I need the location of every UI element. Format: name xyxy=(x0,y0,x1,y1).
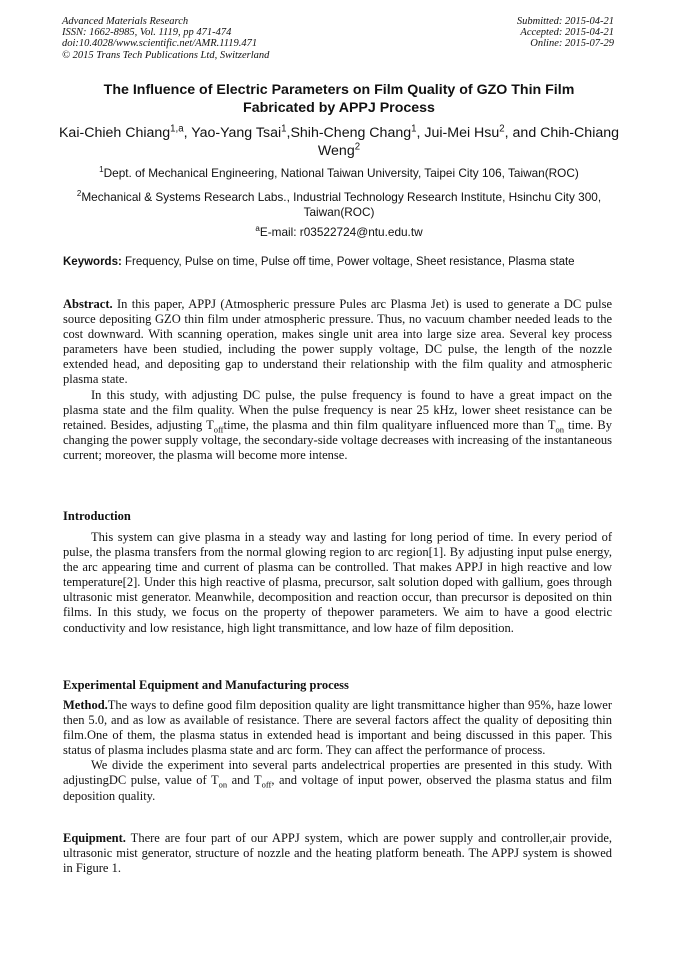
method-paragraph-1 xyxy=(63,698,612,758)
method-section xyxy=(63,698,612,804)
equipment-label: Equipment. xyxy=(63,831,126,845)
abstract-paragraph-1 xyxy=(63,297,612,388)
introduction xyxy=(63,530,612,636)
title-line-2: Fabricated by APPJ Process xyxy=(243,100,435,116)
introduction-heading: Introduction xyxy=(63,509,131,523)
abstract-text-1: In this paper, APPJ (Atmospheric pressure Pules arc Plasma Jet) is used to generate a DC pulse source depositing GZO thin film under atmospheric pressure. Thus, no vacuum chamber needed leads to the cost downward. With scanning operation, makes single unit area into large size area. Several key process parameters have been studied, including the power supply voltage, DC pulse, the length of the nozzle extended head, and depositing gap to understand their relationship with the film quality and atmospheric plasma state. xyxy=(63,297,612,387)
author-3: ,Shih-Cheng Chang xyxy=(286,125,412,141)
abstract-paragraph-2 xyxy=(63,388,612,463)
author-5: , and Chih-Chiang Weng xyxy=(317,125,620,159)
method-text: The ways to define good film deposition quality are light transmittance higher than 95%, haze lower then 5.0, and as low as available of resistance. There are several factors affect the quality of depositing thin film.One of them, the plasma status in extended head is important and being discussed in this paper. This status of plasma includes plasma state and arc form. They can affect the performance of process. xyxy=(63,698,612,758)
keywords-text: Frequency, Pulse on time, Pulse off time, Power voltage, Sheet resistance, Plasma state xyxy=(121,256,575,268)
author-4: , Jui-Mei Hsu xyxy=(416,125,500,141)
equipment-paragraph xyxy=(63,831,612,876)
ton-subscript-2: on xyxy=(218,779,228,790)
keywords-label: Keywords: xyxy=(63,256,122,268)
affiliation-1-mark: 1 xyxy=(99,165,104,175)
affiliation-1 xyxy=(40,166,638,181)
author-2-affil: 1 xyxy=(281,123,287,135)
paper-title xyxy=(40,81,638,117)
issn: ISSN: 1662-8985, Vol. 1119, pp 471-474 xyxy=(62,27,232,39)
abstract-text-2a: In this study, with adjusting DC pulse, the pulse frequency is found to have a great impact on the plasma state and the film quality. When the pulse frequency is near 25 kHz, lower sheet resistance can be retained. Besides, adjusting T xyxy=(63,387,612,432)
author-4-affil: 2 xyxy=(499,123,505,135)
email-mark: a xyxy=(255,224,260,234)
author-1-affil: 1,a xyxy=(170,123,184,135)
accepted-date: Accepted: 2015-04-21 xyxy=(520,27,614,39)
abstract-text-2c: time. By changing the power supply voltage, the secondary-side voltage decreases with increasing of the instantaneous current; moreover, the plasma will become more intense. xyxy=(63,417,612,462)
introduction-paragraph: This system can give plasma in a steady way and lasting for long period of time. In every period of pulse, the plasma transfers from the normal glowing region to arc region[1]. By adjusting input pulse energy, the arc appearing time and current of plasma can be controlled. That makes APPJ in high reactive and low temperature[2]. Under this high reactive of plasma, precursor, salt solution doped with gallium, goes through ultrasonic mist generator. Meanwhile, decomposition and reaction occur, than precursor is deposited on thin films. In this study, we focus on the property of thepower parameters. We aim to have a good electric conductivity and low resistance, high light transmittance, and low haze of film deposition. xyxy=(63,530,612,635)
doi: doi:10.4028/www.scientific.net/AMR.1119.471 xyxy=(62,38,258,50)
author-3-affil: 1 xyxy=(411,123,417,135)
author-1: Kai-Chieh Chiang xyxy=(58,125,171,141)
method-label: Method. xyxy=(63,698,108,712)
abstract-text-2b: time, the plasma and thin film qualityare influenced more than T xyxy=(223,417,556,432)
affiliation-1-text: Dept. of Mechanical Engineering, National Taiwan University, Taipei City 106, Taiwan(ROC) xyxy=(103,166,579,180)
affiliation-2-text: Mechanical & Systems Research Labs., Industrial Technology Research Institute, Hsinchu City 300, Taiwan(ROC) xyxy=(81,190,602,219)
online-date: Online: 2015-07-29 xyxy=(530,38,614,50)
keywords xyxy=(63,255,612,270)
abstract-label: Abstract. xyxy=(63,297,113,311)
method-paragraph-2 xyxy=(63,758,612,803)
experimental-heading: Experimental Equipment and Manufacturing process xyxy=(63,678,349,692)
author-5-affil: 2 xyxy=(354,141,361,153)
journal-name: Advanced Materials Research xyxy=(62,16,189,27)
equipment-section xyxy=(63,831,612,876)
method-text-2c: , and voltage of input power, observed the plasma status and film deposition quality. xyxy=(63,773,612,803)
copyright: © 2015 Trans Tech Publications Ltd, Switzerland xyxy=(62,49,270,61)
author-2: , Yao-Yang Tsai xyxy=(183,125,282,141)
ton-subscript: on xyxy=(555,424,564,435)
method-text-2a: We divide the experiment into several parts andelectrical properties are presented in this study. With adjustingDC pulse, value of T xyxy=(63,758,612,788)
abstract xyxy=(63,297,612,463)
method-text-2b: and T xyxy=(227,773,262,788)
toff-subscript: off xyxy=(213,424,224,435)
contact-email xyxy=(40,225,638,240)
toff-subscript-2: off xyxy=(261,779,272,790)
affiliation-2-mark: 2 xyxy=(76,189,82,199)
author-list xyxy=(40,124,638,160)
equipment-text: There are four part of our APPJ system, which are power supply and controller,air provide, ultrasonic mist generator, structure of nozzle and the heating platform beneath. The APPJ system is showed in Figure 1. xyxy=(63,831,612,876)
email-text: E-mail: r03522724@ntu.edu.tw xyxy=(259,225,423,239)
submitted-date: Submitted: 2015-04-21 xyxy=(516,16,614,27)
affiliation-2 xyxy=(40,190,638,220)
journal-header-left xyxy=(62,16,269,61)
journal-header-right xyxy=(517,16,614,50)
title-line-1: The Influence of Electric Parameters on Film Quality of GZO Thin Film xyxy=(103,82,575,98)
